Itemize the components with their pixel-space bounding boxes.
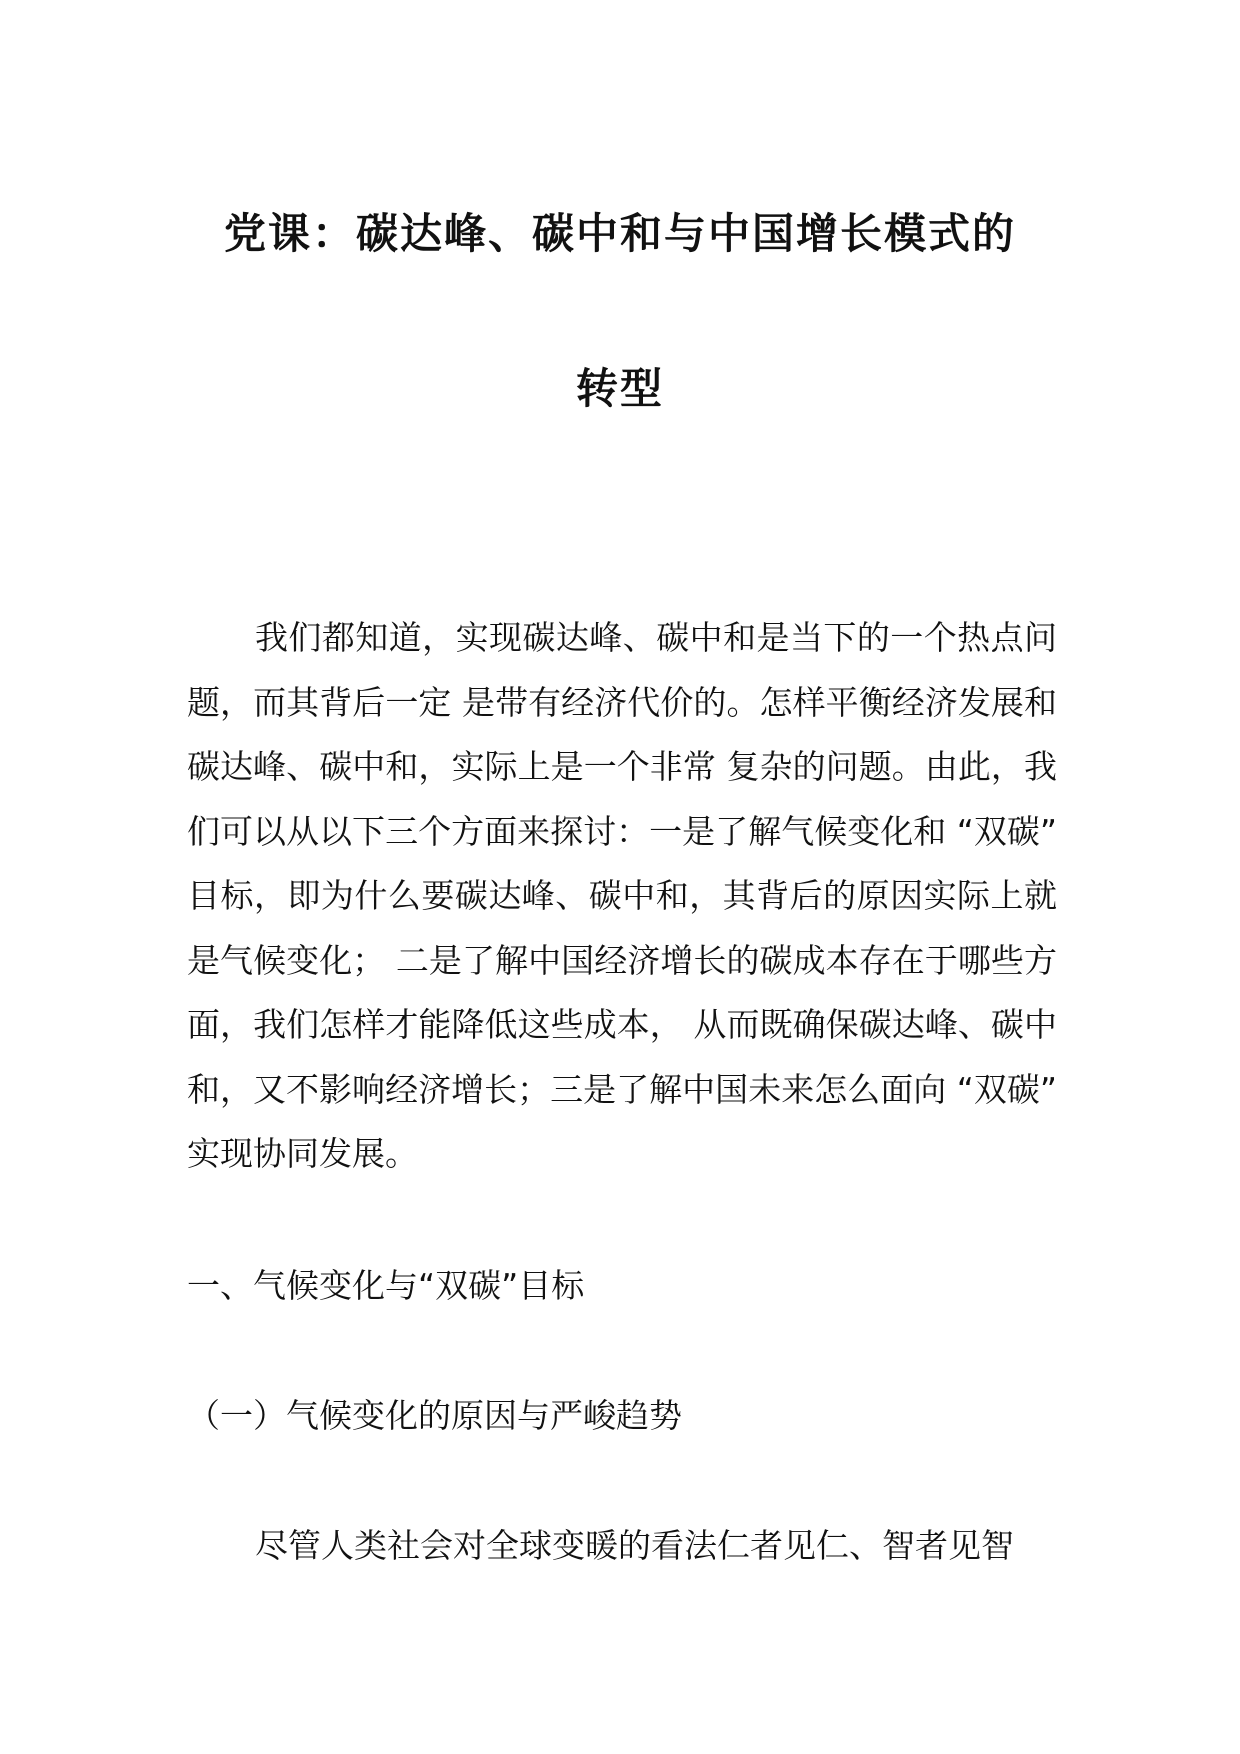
document-title-line-1: 党课：碳达峰、碳中和与中国增长模式的 xyxy=(223,209,1016,258)
intro-paragraph: 我们都知道，实现碳达峰、碳中和是当下的一个热点问题，而其背后一定 是带有经济代价的。怎样平衡经济发展和碳达峰、碳中和，实际上是一个非常 复杂的问题。由此，我们可以从以下三个方面来探讨：一是了解气候变化和 “双碳” 目标，即为什么要碳达峰、碳中和，其背后的原因实际上就是气候变化； 二是了解中国经济增长的碳成本存在于哪些方面，我们怎样才能降低这些成本， 从而既确保碳达峰、碳中和，又不影响经济增长；三是了解中国未来怎么面向 “双碳” 实现协同发展。 xyxy=(187,618,1057,1173)
body-paragraph: 尽管人类社会对全球变暖的看法仁者见仁、智者见智 xyxy=(255,1526,1014,1565)
section-heading: 一、气候变化与“双碳”目标 xyxy=(187,1266,585,1305)
subsection-heading: （一）气候变化的原因与严峻趋势 xyxy=(187,1396,682,1435)
document-title-line-2: 转型 xyxy=(575,364,664,413)
